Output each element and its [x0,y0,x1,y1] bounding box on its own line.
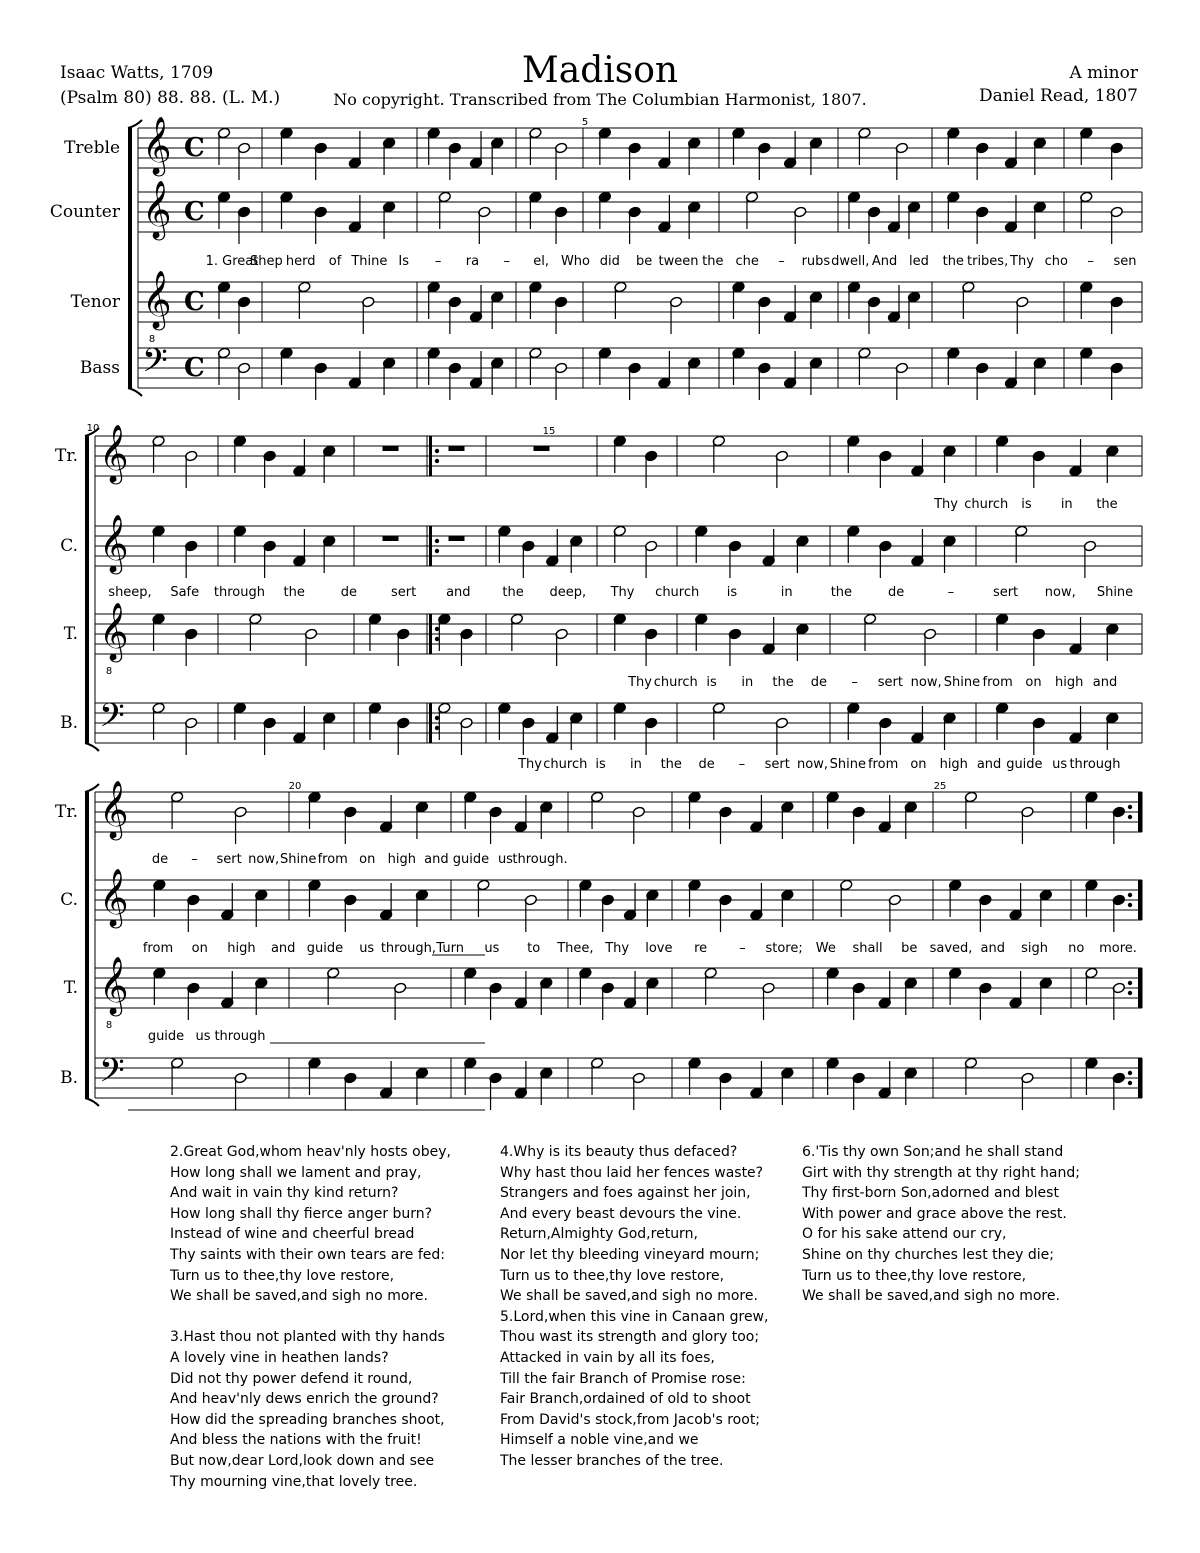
verse-column-3 [802,1142,1080,1307]
lyric-syllable: in [630,757,642,772]
lyric-syllable: in [780,585,793,600]
lyric-syllable: Shine [280,852,317,867]
lyric-syllable: Who [560,254,590,269]
lyric-syllable: We [815,941,836,956]
verse-line: Why hast thou laid her fences waste? [500,1164,764,1181]
verse-line: And bless the nations with the fruit! [170,1432,422,1449]
repeat-dot [435,627,439,631]
repeat-dot [1128,981,1132,985]
bracket-hook [128,388,142,396]
verse-line: Return,Almighty God,return, [500,1226,698,1243]
measure-number: 15 [542,426,556,437]
lyric-syllable: saved, [929,941,973,956]
verse-line: Instead of wine and cheerful bread [170,1226,415,1243]
bass-clef-icon: 𝄢 [99,697,125,743]
lyric-syllable: guide [452,852,490,867]
lyric-syllable: through. [512,852,568,867]
voice-name: Bass [79,358,120,378]
voice-name: Treble [64,138,120,158]
lyric-syllable: 1. Great [205,254,259,269]
measure-number: 10 [86,423,100,434]
final-barline [1138,792,1142,832]
verse-column-2 [500,1142,768,1472]
verse-line: Strangers and foes against her join, [500,1185,751,1202]
lyric-syllable: and [270,941,296,956]
lyric-syllable: and [446,585,471,600]
lyric-syllable: high [939,757,968,772]
lyric-syllable: cho [1044,254,1068,269]
voice-name: C. [60,890,78,910]
lyric-syllable: Safe [170,585,200,600]
voice-name: C. [60,536,78,556]
lyric-syllable: the [660,757,682,772]
lyric-syllable: be [636,254,653,269]
treble-clef-icon: 𝄞 [99,780,129,838]
verse-line: The lesser branches of the tree. [500,1452,724,1469]
lyric-syllable: guide [1006,757,1043,772]
lyric-syllable: us [359,941,375,956]
lyric-syllable: Shine [943,675,981,690]
lyric-syllable: is [1021,497,1032,512]
octave-mark: 8 [148,334,156,345]
lyric-syllable: tween [658,254,699,269]
verse-line: Himself a noble vine,and we [500,1432,699,1449]
system-bracket [85,436,89,743]
final-barline [1138,1058,1142,1098]
common-time-icon: C [184,353,205,383]
lyric-syllable: be [901,941,918,956]
lyric-syllable: sen [1113,254,1137,269]
verse-line: Thy saints with their own tears are fed: [170,1246,446,1263]
lyric-syllable: Is [398,254,410,269]
repeat-dot [435,726,439,730]
verse-line: Attacked in vain by all its foes, [500,1349,715,1366]
repeat-barline [429,703,432,743]
repeat-dot [435,637,439,641]
repeat-dot [435,716,439,720]
lyric-syllable: – [778,254,785,269]
lyric-syllable: de [151,852,169,867]
repeat-dot [1128,815,1132,819]
voice-name: T. [63,978,78,998]
system-bracket [85,792,89,1098]
lyric-syllable: now, [797,757,828,772]
repeat-barline [429,526,432,566]
common-time-icon: C [184,133,205,163]
measure-number: 20 [288,781,302,792]
voice-name: Tenor [70,292,120,312]
subtitle: No copyright. Transcribed from The Columbian Harmonist, 1807. [333,90,867,109]
verse-line: A lovely vine in heathen lands? [170,1349,389,1366]
treble-clef-icon: 𝄞 [99,956,129,1014]
lyric-syllable: Thy [610,585,635,600]
rest-mark [383,446,399,451]
lyric-syllable: – [739,941,746,956]
lyric-syllable: led [908,254,929,269]
lyric-syllable: high [227,941,256,956]
verse-line: How did the spreading branches shoot, [170,1411,445,1428]
lyric-syllable: church [653,675,698,690]
final-barline [1138,880,1142,920]
lyric-syllable: from [867,757,899,772]
lyric-syllable: and [980,941,1006,956]
lyric-syllable: – [947,585,955,600]
lyric-syllable: in [1060,497,1073,512]
key-signature-label: A minor [1069,63,1138,83]
lyric-syllable: shall [852,941,883,956]
lyric-syllable: Thy [934,497,958,512]
repeat-dot [435,449,439,453]
lyric-syllable: ra [465,254,480,269]
bracket-hook [85,743,99,751]
verse-line: But now,dear Lord,look down and see [170,1452,435,1469]
verse-line: 5.Lord,when this vine in Canaan grew, [500,1308,769,1325]
lyric-syllable: – [738,757,746,772]
verse-line: With power and grace above the rest. [802,1205,1067,1222]
lyric-syllable: us [1052,757,1068,772]
bass-clef-icon: 𝄢 [142,342,168,388]
lyric-syllable: che [735,254,759,269]
verse-line: We shall be saved,and sigh no more. [802,1288,1060,1305]
lyric-syllable: de [810,675,827,690]
final-barline [1138,968,1142,1008]
lyric-syllable: through [1069,757,1121,772]
lyric-syllable: us [195,1029,211,1044]
repeat-dot [435,539,439,543]
bass-clef-icon: 𝄢 [99,1052,125,1098]
bracket-hook [85,784,99,792]
lyric-syllable: And [871,254,898,269]
verse-line: Shine on thy churches lest they die; [802,1246,1054,1263]
verse-line: Till the fair Branch of Promise rose: [500,1370,746,1387]
voice-name: Tr. [54,802,78,822]
voice-name: B. [60,1068,78,1088]
lyric-syllable: sheep, [108,585,152,600]
lyric-syllable: sert [391,585,417,600]
repeat-dot [1128,903,1132,907]
lyric-syllable: and [976,757,1002,772]
lyric-syllable: the [1096,497,1118,512]
lyric-syllable: love [645,941,673,956]
lyric-syllable: through, [380,941,437,956]
lyric-syllable: Thee, [557,941,594,956]
verse-line: How long shall thy fierce anger burn? [170,1205,433,1222]
lyric-syllable: de [887,585,905,600]
verse-line: 6.'Tis thy own Son;and he shall stand [802,1144,1064,1160]
voice-name: B. [60,713,78,733]
lyric-syllable: the [772,675,794,690]
treble-clef-icon: 𝄞 [142,270,172,328]
treble-clef-icon: 𝄞 [99,424,129,482]
lyric-syllable: church [964,497,1009,512]
lyric-syllable: church [543,757,588,772]
lyric-syllable: high [387,852,416,867]
lyric-syllable: the [702,254,724,269]
lyric-syllable: de [340,585,358,600]
lyric-syllable: de [698,757,715,772]
verse-line: Turn us to thee,thy love restore, [500,1267,725,1284]
lyric-syllable: did [599,254,620,269]
voice-name: T. [63,624,78,644]
lyric-syllable: – [503,254,511,269]
verse-line: Thou wast its strength and glory too; [500,1329,760,1346]
bracket-hook [85,1098,99,1106]
lyric-syllable: from [142,941,174,956]
lyric-syllable: sert [877,675,903,690]
repeat-dot [435,549,439,553]
verse-line: Girt with thy strength at thy right hand; [802,1164,1080,1181]
lyric-syllable: of [328,254,342,269]
verse-line: Turn us to thee,thy love restore, [170,1267,395,1284]
lyric-syllable: on [191,941,208,956]
repeat-dot [435,459,439,463]
lyric-syllable: the [830,585,853,600]
lyric-syllable: through [214,1029,266,1044]
lyric-syllable: is [726,585,738,600]
lyric-syllable: in [741,675,754,690]
treble-clef-icon: 𝄞 [99,602,129,660]
lyric-syllable: Turn [436,941,464,956]
lyric-syllable: rubs [801,254,831,269]
measure-number: 25 [933,781,947,792]
meter: (Psalm 80) 88. 88. (L. M.) [60,88,281,108]
lyric-syllable: – [1087,254,1094,269]
verse-line: 3.Hast thou not planted with thy hands [170,1329,445,1346]
system-bracket [128,128,132,388]
verse-line [170,1307,451,1328]
repeat-dot [1128,893,1132,897]
lyric-syllable: sert [764,757,790,772]
voice-name: Tr. [54,446,78,466]
repeat-dot [1128,1081,1132,1085]
lyric-syllable: Shine [829,757,866,772]
lyric-syllable: no [1068,941,1085,956]
verse-line: We shall be saved,and sigh no more. [170,1288,428,1305]
octave-mark: 8 [105,1020,113,1031]
verse-line: 4.Why is its beauty thus defaced? [500,1144,738,1160]
lyric-syllable: – [434,254,442,269]
lyric-syllable: on [910,757,927,772]
verse-column-1 [170,1142,451,1492]
verse-line: And every beast devours the vine. [500,1205,742,1222]
verse-line: And heav'nly dews enrich the ground? [170,1391,439,1408]
lyric-syllable: is [706,675,717,690]
treble-clef-icon: 𝄞 [142,116,172,174]
lyric-syllable: us [484,941,500,956]
verse-line: Did not thy power defend it round, [170,1370,413,1387]
lyric-syllable: guide [147,1029,185,1044]
verse-line: From David's stock,from Jacob's root; [500,1411,761,1428]
notes [152,127,1126,1110]
repeat-barline [429,436,432,476]
lyric-syllable: now, [910,675,942,690]
lyric-syllable: from [317,852,348,867]
octave-mark: 8 [105,666,113,677]
lyric-syllable: is [595,757,606,772]
rest-mark [383,536,399,541]
treble-clef-icon: 𝄞 [99,868,129,926]
verse-line: Thy first-born Son,adorned and blest [802,1185,1059,1202]
treble-clef-icon: 𝄞 [142,180,172,238]
lyric-syllable: tribes, [967,254,1009,269]
lyric-syllable: – [851,675,858,690]
lyric-syllable: high [1055,675,1084,690]
repeat-barline [429,614,432,654]
lyric-syllable: more. [1099,941,1137,956]
lyric-syllable: store; [765,941,803,956]
lyric-syllable: and [1092,675,1118,690]
poet-credit: Isaac Watts, 1709 [60,63,214,83]
lyric-syllable: Thy [518,757,542,772]
lyric-syllable: the [283,585,305,600]
lyric-syllable: and [424,852,449,867]
lyric-syllable: Thy [1010,254,1034,269]
voice-name: Counter [49,202,120,222]
verse-line: How long shall we lament and pray, [170,1164,422,1181]
lyric-syllable: sigh [1021,941,1048,956]
lyric-syllable: us [497,852,513,867]
lyric-syllable: on [1025,675,1042,690]
lyric-syllable: on [359,852,376,867]
lyric-syllable: from [982,675,1013,690]
lyric-syllable: deep, [549,585,587,600]
lyric-syllable: herd [285,254,316,269]
verse-line: Thy mourning vine,that lovely tree. [170,1473,418,1490]
verse-line: And wait in vain thy kind return? [170,1185,399,1202]
lyric-syllable: Thine [351,254,388,269]
rest-mark [534,446,550,451]
lyric-syllable: Shine [1096,585,1134,600]
bracket-hook [128,120,142,128]
lyric-syllable: the [502,585,524,600]
verse-line: O for his sake attend our cry, [802,1226,1007,1243]
repeat-dot [1128,805,1132,809]
lyric-syllable: guide [306,941,344,956]
lyric-syllable: sert [216,852,242,867]
verse-line: Fair Branch,ordained of old to shoot [500,1391,751,1408]
verse-line: We shall be saved,and sigh no more. [500,1288,758,1305]
lyric-syllable: now, [1044,585,1076,600]
lyric-syllable: dwell, [831,254,870,269]
repeat-dot [1128,991,1132,995]
verse-line: Nor let thy bleeding vineyard mourn; [500,1246,760,1263]
treble-clef-icon: 𝄞 [99,514,129,572]
composer-credit: Daniel Read, 1807 [978,86,1138,106]
common-time-icon: C [184,197,205,227]
lyric-syllable: through [213,585,265,600]
rest-mark [449,446,465,451]
verse-line: Turn us to thee,thy love restore, [802,1267,1027,1284]
lyric-syllable: re [694,941,708,956]
measure-number: 5 [581,117,589,128]
rest-mark [449,536,465,541]
common-time-icon: C [184,287,205,317]
lyric-syllable: Shep [249,254,283,269]
verse-line: 2.Great God,whom heav'nly hosts obey, [170,1144,451,1160]
repeat-dot [1128,1071,1132,1075]
lyric-syllable: Thy [628,675,652,690]
lyric-syllable: the [942,254,964,269]
lyric-syllable: Thy [605,941,630,956]
lyric-syllable: now, [248,852,280,867]
lyric-syllable: to [527,941,541,956]
page-title: Madison [521,50,679,91]
lyric-syllable: el, [533,254,549,269]
lyric-syllable: church [655,585,700,600]
lyric-syllable: sert [992,585,1019,600]
lyric-syllable: – [191,852,198,867]
